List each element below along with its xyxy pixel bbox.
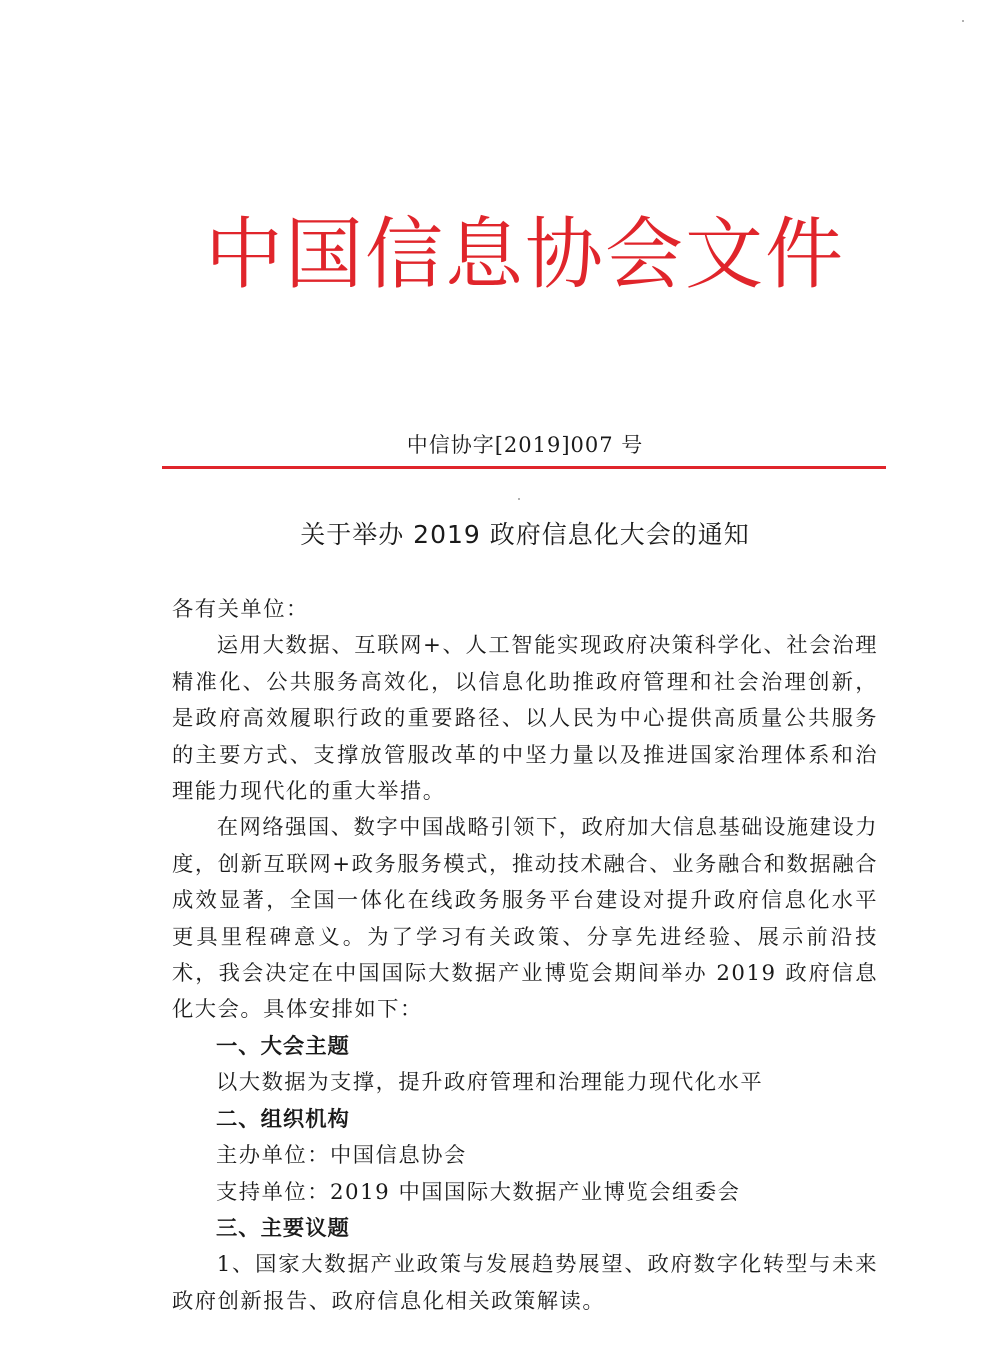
section-3-heading: 三、主要议题 [216, 1215, 350, 1241]
org-file-title: 中国信息协会文件 [204, 210, 845, 300]
section-2-host: 主办单位：中国信息协会 [216, 1143, 467, 1169]
section-2-heading: 二、组织机构 [216, 1106, 350, 1132]
document-title: 关于举办 2019 政府信息化大会的通知 [300, 520, 750, 549]
scan-speck [962, 20, 964, 22]
red-divider-line [162, 466, 886, 469]
section-1-text: 以大数据为支撑，提升政府管理和治理能力现代化水平 [216, 1070, 764, 1096]
section-2-support: 支持单位：2019 中国国际大数据产业博览会组委会 [216, 1179, 741, 1205]
scan-speck [518, 498, 520, 500]
paragraph-2: 在网络强国、数字中国战略引领下，政府加大信息基础设施建设力度，创新互联网+政务服务模式，推动技术融合、业务融合和数据融合成效显著，全国一体化在线政务服务平台建设对提升政府信息化水平更具里程碑意义。为了学习有关政策、分享先进经验、展示前沿技术，我会决定在中国国际大数据产业博览会期间举办 2019 政府信息化大会。具体安排如下： [172, 815, 878, 1023]
section-1-heading: 一、大会主题 [216, 1033, 350, 1059]
salutation: 各有关单位： [172, 597, 309, 622]
document-number: 中信协字[2019]007 号 [406, 433, 644, 457]
paragraph-1: 运用大数据、互联网+、人工智能实现政府决策科学化、社会治理精准化、公共服务高效化，以信息化助推政府管理和社会治理创新，是政府高效履职行政的重要路径、以人民为中心提供高质量公共服务的主要方式、支撑放管服改革的中坚力量以及推进国家治理体系和治理能力现代化的重大举措。 [172, 633, 878, 805]
document-body [172, 592, 878, 1320]
section-3-item-1: 1、国家大数据产业政策与发展趋势展望、政府数字化转型与未来政府创新报告、政府信息化相关政策解读。 [172, 1252, 878, 1314]
